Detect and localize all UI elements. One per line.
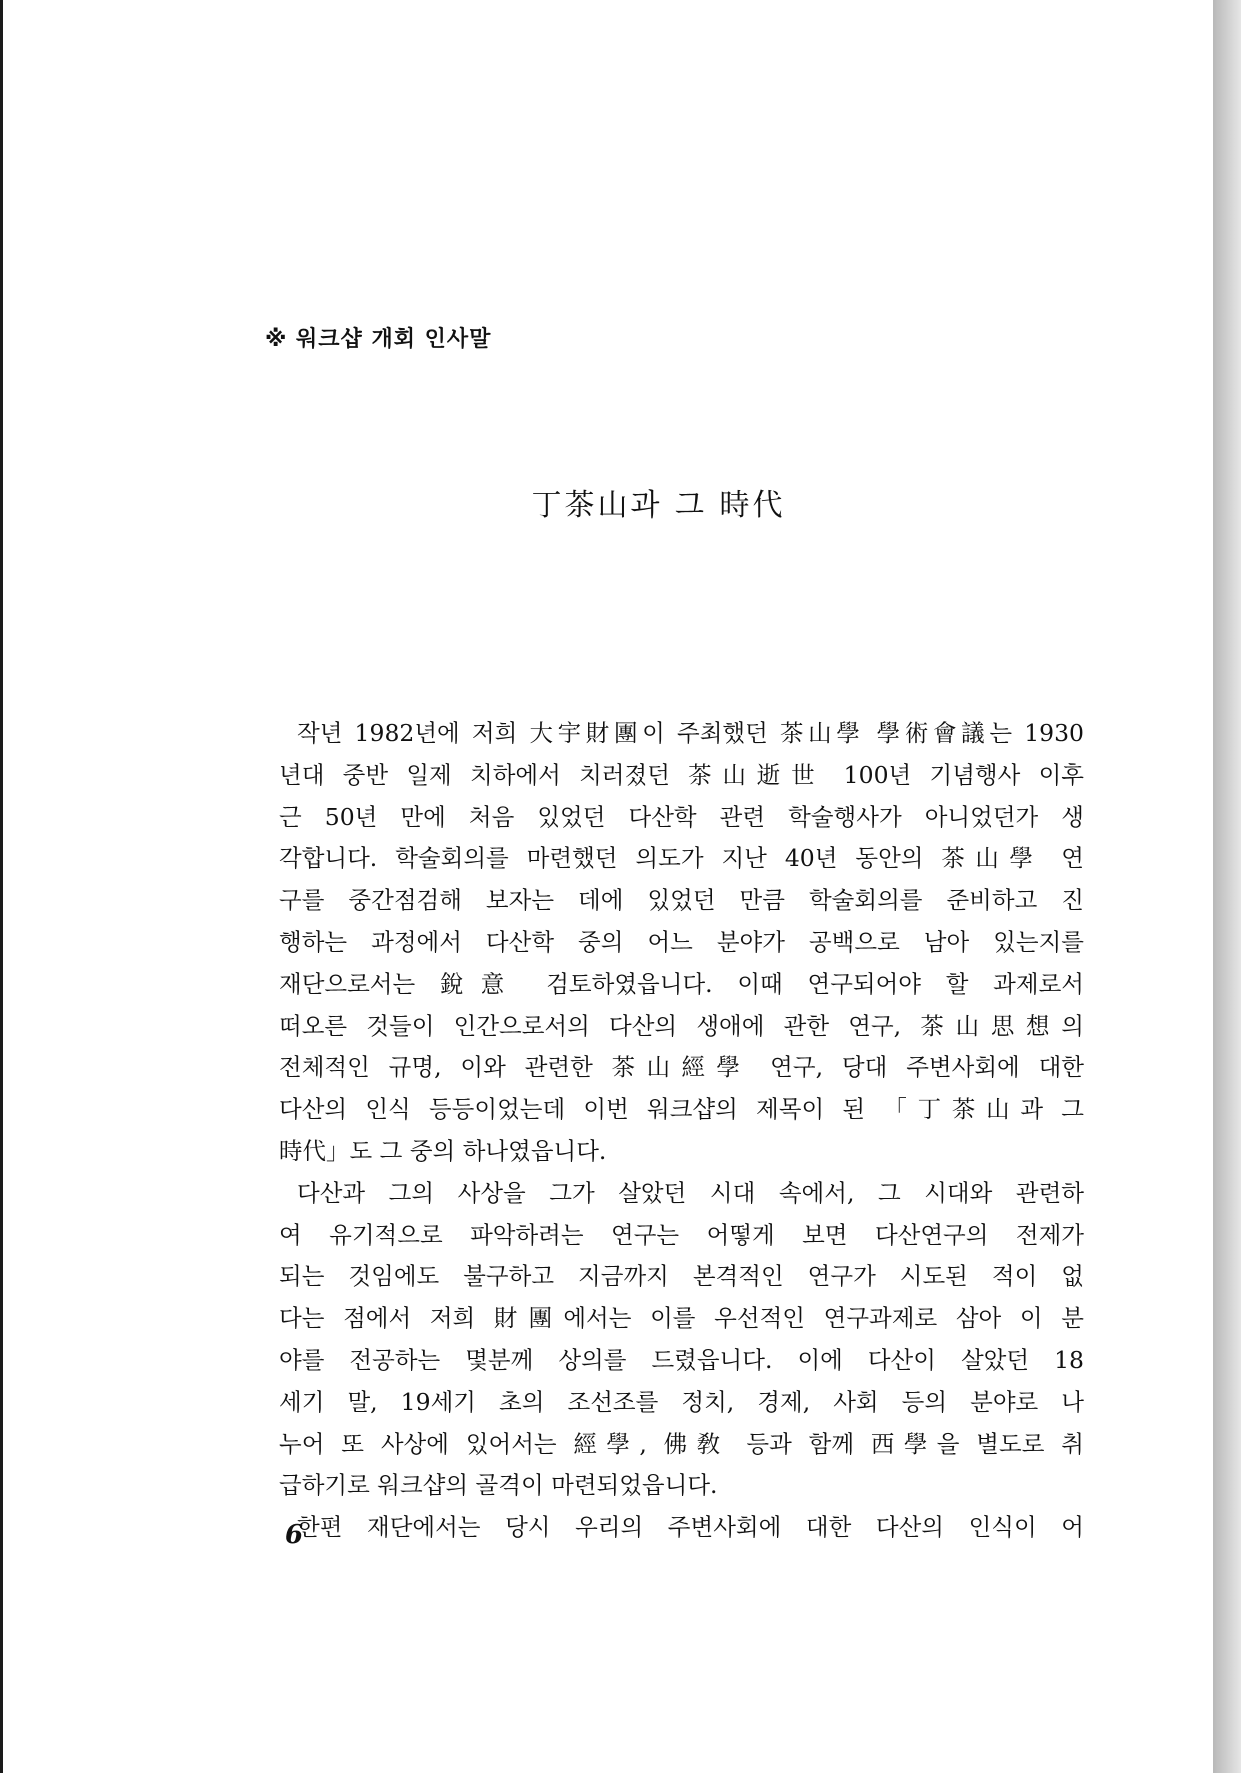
body-text: [279, 713, 1084, 1549]
text-line: 다는 점에서 저희 財團에서는 이를 우선적인 연구과제로 삼아 이 분: [279, 1304, 1084, 1333]
text-line: 다산의 인식 등등이었는데 이번 워크샵의 제목이 된 「丁茶山과 그: [279, 1095, 1084, 1124]
text-line: 작년 1982년에 저희 大宇財團이 주최했던 茶山學 學術會議는 1930: [297, 719, 1084, 747]
page-title: 丁茶山과 그 時代: [531, 488, 786, 523]
text-line: 한편 재단에서는 당시 우리의 주변사회에 대한 다산의 인식이 어: [297, 1513, 1084, 1542]
text-line: 누어 또 사상에 있어서는 經學, 佛敎 등과 함께 西學을 별도로 취: [279, 1429, 1084, 1458]
text-line: 여 유기적으로 파악하려는 연구는 어떻게 보면 다산연구의 전제가: [279, 1220, 1084, 1249]
text-line: 재단으로서는 銳意 검토하였읍니다. 이때 연구되어야 할 과제로서: [279, 969, 1084, 998]
text-line: 행하는 과정에서 다산학 중의 어느 분야가 공백으로 남아 있는지를: [279, 927, 1084, 956]
text-line: 전체적인 규명, 이와 관련한 茶山經學 연구, 당대 주변사회에 대한: [279, 1053, 1084, 1082]
text-line: 되는 것임에도 불구하고 지금까지 본격적인 연구가 시도된 적이 없: [279, 1262, 1084, 1291]
text-line: 근 50년 만에 처음 있었던 다산학 관련 학술행사가 아니었던가 생: [279, 802, 1084, 831]
page-edge-shadow: [1213, 0, 1241, 1773]
text-line: 다산과 그의 사상을 그가 살았던 시대 속에서, 그 시대와 관련하: [297, 1178, 1084, 1207]
text-line: 각합니다. 학술회의를 마련했던 의도가 지난 40년 동안의 茶山學 연: [279, 844, 1084, 873]
section-label: ※ 워크샵 개회 인사말: [265, 327, 492, 352]
text-line: 년대 중반 일제 치하에서 치러졌던 茶山逝世 100년 기념행사 이후: [279, 760, 1084, 789]
text-line: 구를 중간점검해 보자는 데에 있었던 만큼 학술회의를 준비하고 진: [279, 886, 1084, 915]
page-number: 6: [285, 1520, 304, 1550]
text-line: 급하기로 워크샵의 골격이 마련되었읍니다.: [279, 1471, 718, 1500]
text-line: 야를 전공하는 몇분께 상의를 드렸읍니다. 이에 다산이 살았던 18: [279, 1345, 1084, 1374]
text-line: 時代」도 그 중의 하나였읍니다.: [279, 1136, 607, 1165]
text-line: 세기 말, 19세기 초의 조선조를 정치, 경제, 사회 등의 분야로 나: [279, 1387, 1084, 1416]
text-line: 떠오른 것들이 인간으로서의 다산의 생애에 관한 연구, 茶山思想의: [279, 1011, 1084, 1040]
